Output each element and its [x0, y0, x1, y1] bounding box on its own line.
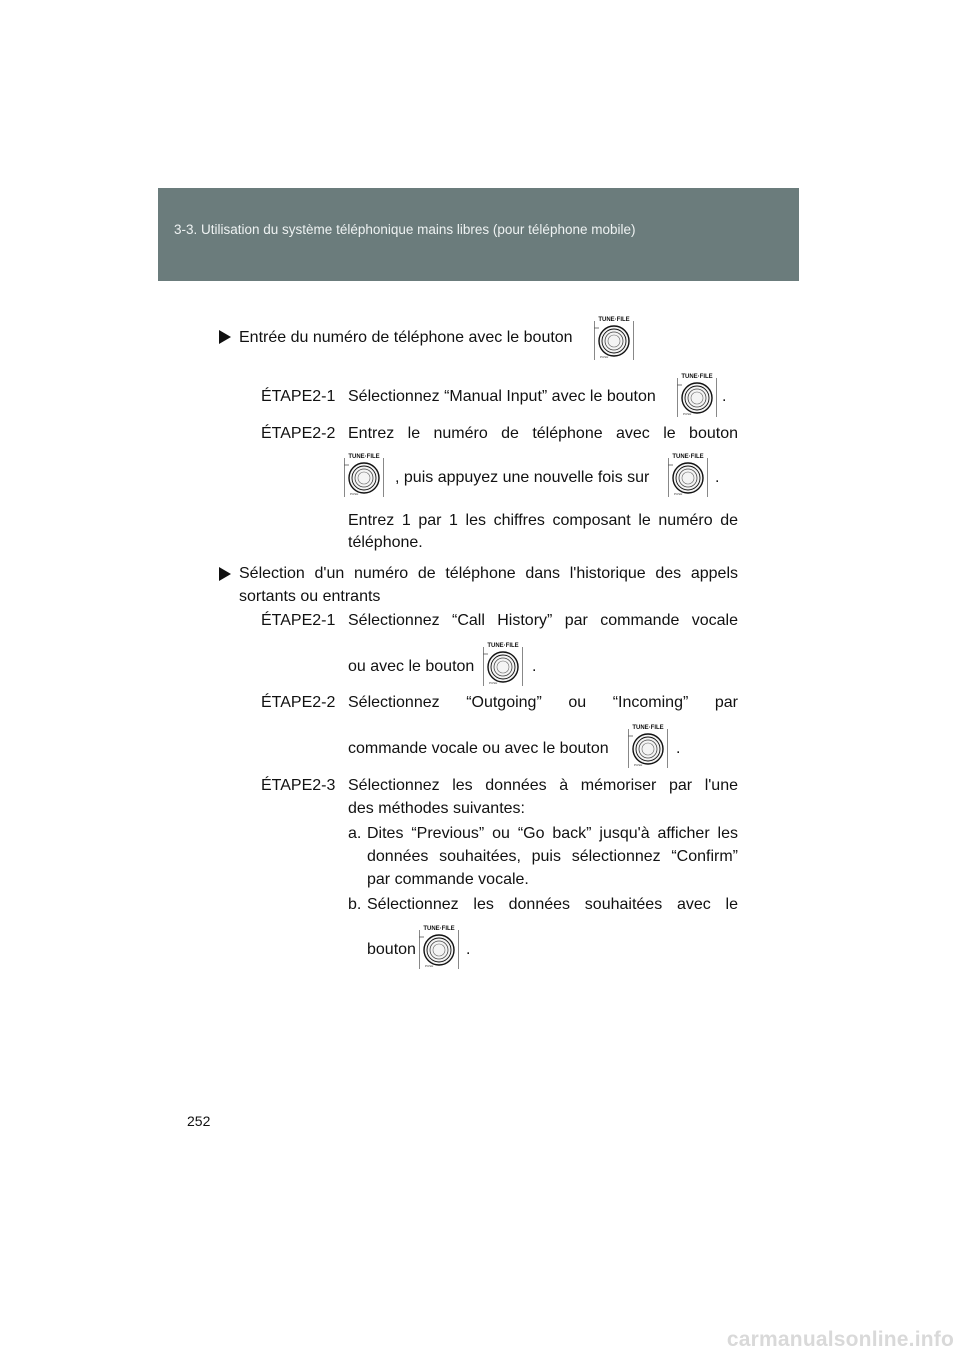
tune-file-knob-icon [344, 451, 384, 497]
svg-text:TUNE·FILE: TUNE·FILE [632, 725, 664, 731]
tune-file-knob-icon [677, 371, 717, 417]
step-period: . [715, 469, 720, 486]
step-label: ÉTAPE2-1 [261, 612, 336, 629]
bullet-heading-call-history: sortants ou entrants [239, 588, 381, 605]
svg-text:TUNE·FILE: TUNE·FILE [423, 926, 455, 932]
svg-text:PUSH: PUSH [634, 763, 643, 767]
step-text-continued: commande vocale ou avec le bouton [348, 740, 609, 757]
svg-text:TUNE·FILE: TUNE·FILE [672, 454, 704, 460]
step-label: ÉTAPE2-2 [261, 425, 336, 442]
tune-file-knob-icon [594, 314, 634, 360]
section-title: 3-3. Utilisation du système téléphonique mains libres (pour téléphone mobile) [174, 222, 636, 237]
svg-text:PUSH: PUSH [350, 492, 359, 496]
svg-text:PUSH: PUSH [674, 492, 683, 496]
step-label: ÉTAPE2-3 [261, 777, 336, 794]
tune-file-knob-icon [668, 451, 708, 497]
bullet-triangle-icon [219, 330, 231, 344]
step-text: Sélectionnez les données à mémoriser par l'une [348, 777, 738, 794]
option-b-text: Sélectionnez les données souhaitées avec le [367, 896, 738, 913]
step-period: . [532, 658, 537, 675]
step-label: ÉTAPE2-1 [261, 388, 336, 405]
bullet-triangle-icon [219, 567, 231, 581]
tune-file-knob-icon [628, 722, 668, 768]
step-text-continued: des méthodes suivantes: [348, 800, 525, 817]
option-b-text: bouton [367, 941, 416, 958]
step-period: . [722, 388, 727, 405]
page-number: 252 [187, 1113, 211, 1129]
svg-text:PUSH: PUSH [489, 681, 498, 685]
tune-file-knob-icon [483, 640, 523, 686]
step-text: Sélectionnez “Outgoing” ou “Incoming” par [348, 694, 738, 711]
svg-text:PUSH: PUSH [600, 355, 609, 359]
step-text-continued: ou avec le bouton [348, 658, 475, 675]
step-label: ÉTAPE2-2 [261, 694, 336, 711]
option-marker-b: b. [348, 896, 362, 913]
step-period: . [466, 941, 471, 958]
section-header-band [158, 188, 799, 281]
step-period: . [676, 740, 681, 757]
svg-text:PUSH: PUSH [683, 412, 692, 416]
svg-text:TUNE·FILE: TUNE·FILE [681, 374, 713, 380]
option-a-text: par commande vocale. [367, 871, 529, 888]
bullet-heading-manual-entry: Entrée du numéro de téléphone avec le bouton [239, 329, 573, 346]
bullet-heading-call-history: Sélection d'un numéro de téléphone dans l'historique des appels [239, 565, 738, 582]
tune-file-knob-icon [419, 923, 459, 969]
option-a-text: Dites “Previous” ou “Go back” jusqu'à afficher les [367, 825, 738, 842]
svg-text:TUNE·FILE: TUNE·FILE [598, 317, 630, 323]
step-note: téléphone. [348, 534, 423, 551]
svg-text:TUNE·FILE: TUNE·FILE [348, 454, 380, 460]
option-a-text: données souhaitées, puis sélectionnez “Confirm” [367, 848, 738, 865]
step-text: Sélectionnez “Manual Input” avec le bouton [348, 388, 656, 405]
step-text: Sélectionnez “Call History” par commande vocale [348, 612, 738, 629]
step-text-continued: , puis appuyez une nouvelle fois sur [395, 469, 650, 486]
svg-text:TUNE·FILE: TUNE·FILE [487, 643, 519, 649]
step-text: Entrez le numéro de téléphone avec le bouton [348, 425, 738, 442]
step-note: Entrez 1 par 1 les chiffres composant le numéro de [348, 512, 738, 529]
watermark: carmanualsonline.info [726, 1328, 954, 1351]
option-marker-a: a. [348, 825, 362, 842]
svg-text:PUSH: PUSH [425, 964, 434, 968]
